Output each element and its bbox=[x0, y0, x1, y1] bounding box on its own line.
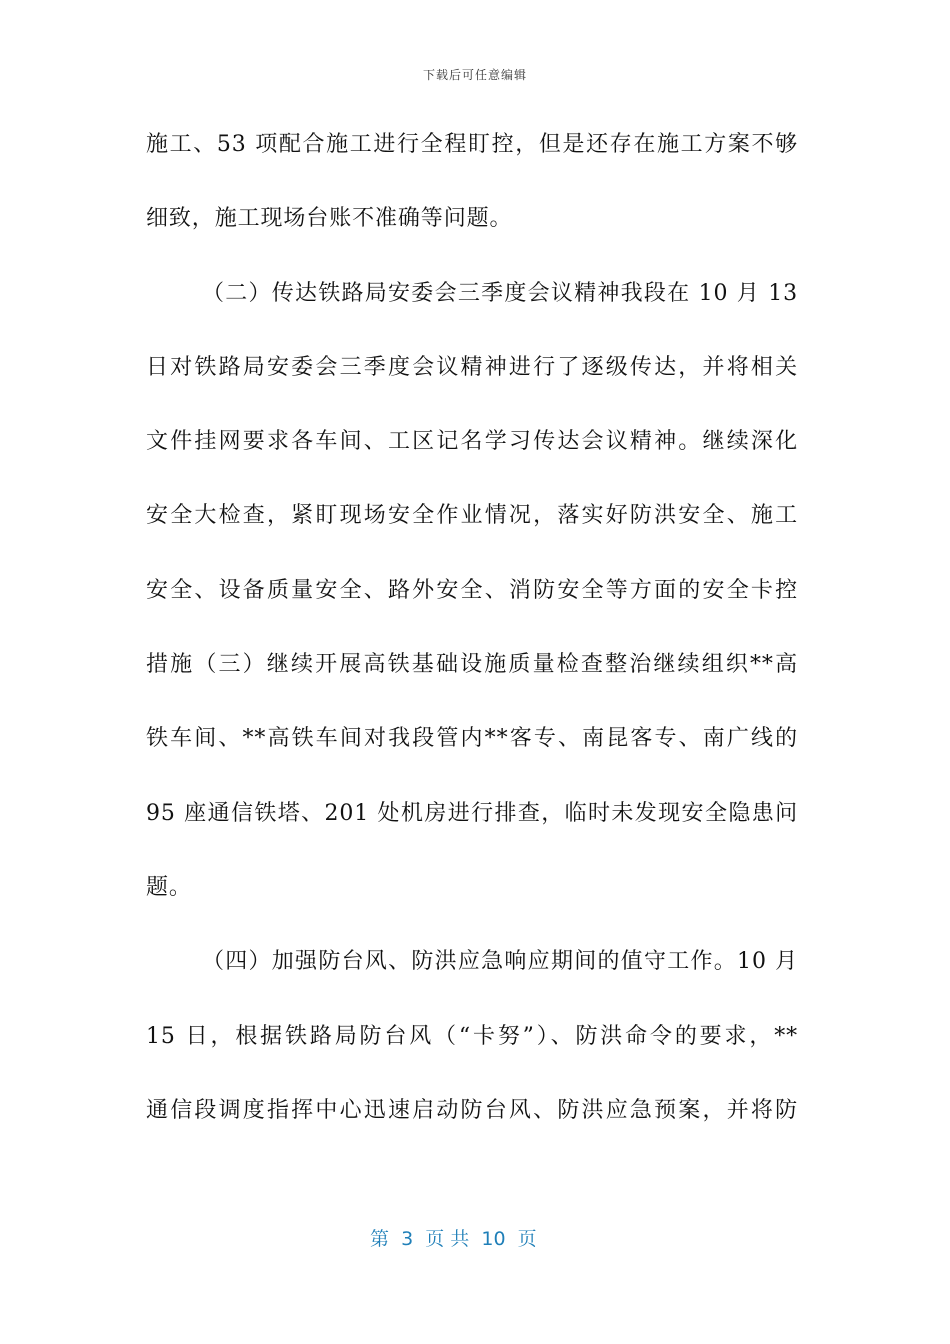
document-body bbox=[146, 108, 798, 1148]
page-number: 第 3 页 共 10 页 bbox=[370, 1228, 537, 1250]
text-line: 细致，施工现场台账不准确等问题。 bbox=[146, 206, 513, 232]
text-line: 文件挂网要求各车间、工区记名学习传达会议精神。继续深化 bbox=[146, 429, 798, 455]
text-line: 措施（三）继续开展高铁基础设施质量检查整治继续组织**高 bbox=[146, 652, 798, 678]
header-note: 下载后可任意编辑 bbox=[422, 68, 527, 82]
text-line: 安全、设备质量安全、路外安全、消防安全等方面的安全卡控 bbox=[146, 577, 798, 603]
paragraph-heading-line: （四）加强防台风、防洪应急响应期间的值守工作。10 月 bbox=[202, 949, 798, 975]
paragraph-heading-line: （二）传达铁路局安委会三季度会议精神我段在 10 月 13 bbox=[202, 280, 798, 306]
text-line: 95 座通信铁塔、201 处机房进行排查，临时未发现安全隐患问 bbox=[146, 800, 798, 826]
text-line: 日对铁路局安委会三季度会议精神进行了逐级传达，并将相关 bbox=[146, 354, 798, 380]
text-line: 15 日，根据铁路局防台风（“卡努”）、防洪命令的要求，** bbox=[146, 1023, 798, 1049]
text-line: 题。 bbox=[146, 874, 192, 900]
text-line: 安全大检查，紧盯现场安全作业情况，落实好防洪安全、施工 bbox=[146, 503, 798, 529]
text-line: 通信段调度指挥中心迅速启动防台风、防洪应急预案，并将防 bbox=[146, 1097, 798, 1123]
text-line: 施工、53 项配合施工进行全程盯控，但是还存在施工方案不够 bbox=[146, 132, 798, 157]
text-line: 铁车间、**高铁车间对我段管内**客专、南昆客专、南广线的 bbox=[146, 726, 798, 752]
